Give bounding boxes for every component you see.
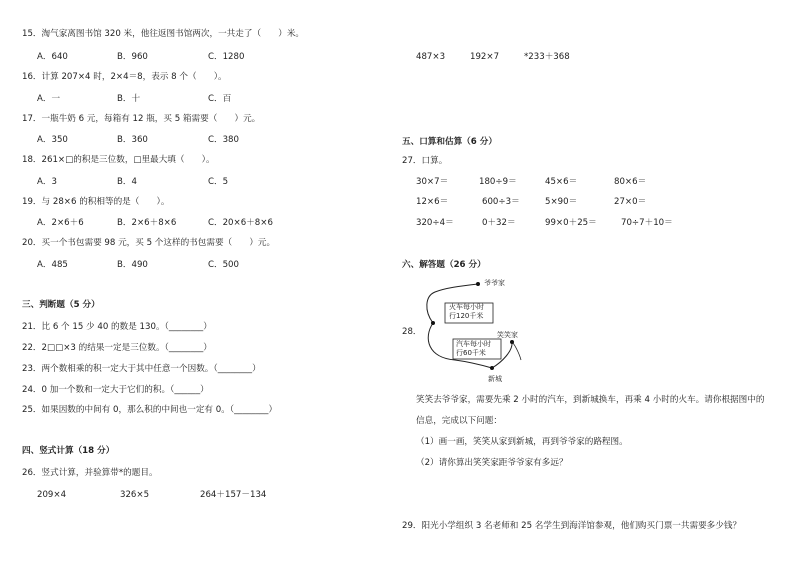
q26-item-3: 264＋157－134 [200, 490, 267, 500]
section-4-heading: 四、竖式计算（18 分） [22, 446, 115, 456]
q28-sub-2: （2）请你算出笑笑家距爷爷家有多远？ [416, 458, 568, 468]
q20-option-a: A．485 [37, 260, 68, 270]
question-27: 27．口算。 [402, 156, 448, 166]
q26-item-5: 192×7 [470, 52, 500, 62]
q18-option-c: C．5 [208, 177, 229, 187]
oral-r1-c4: 80×6＝ [614, 177, 647, 187]
oral-r3-c4: 70÷7＋10＝ [621, 218, 673, 228]
q26-item-2: 326×5 [120, 490, 150, 500]
q15-option-a: A．640 [37, 52, 68, 62]
question-23: 23．两个数相乘的积一定大于其中任意一个因数。（________） [22, 364, 261, 374]
question-25: 25．如果因数的中间有 0，那么积的中间也一定有 0。（________） [22, 405, 278, 415]
oral-r3-c3: 99×0＋25＝ [545, 218, 597, 228]
xiaoxiao-house-label: 笑笑家 [497, 331, 518, 339]
q19-option-b: B．2×6＋8×6 [117, 218, 177, 228]
q28-text-line1: 笑笑去爷爷家，需要先乘 2 小时的汽车，到新城换车，再乘 4 小时的火车。请你根据图中的 [416, 395, 765, 405]
section-5-heading: 五、口算和估算（6 分） [402, 137, 497, 147]
q20-option-b: B．490 [117, 260, 148, 270]
route-diagram [420, 276, 550, 376]
oral-r2-c2: 600÷3＝ [482, 197, 520, 207]
oral-r3-c2: 0＋32＝ [482, 218, 516, 228]
question-18: 18．261×□的积是三位数，□里最大填（ ）。 [22, 155, 215, 165]
question-28-number: 28． [402, 327, 422, 337]
q18-option-b: B．4 [117, 177, 137, 187]
question-19: 19．与 28×6 的积相等的是（ ）。 [22, 197, 170, 207]
question-21: 21．比 6 个 15 少 40 的数是 130。（________） [22, 322, 212, 332]
q18-option-a: A．3 [37, 177, 57, 187]
q16-option-c: C．百 [208, 94, 232, 104]
car-speed-line1: 汽车每小时 [456, 340, 491, 348]
question-15: 15．淘气家离图书馆 320 米，他往返图书馆两次，一共走了（ ）米。 [22, 29, 305, 39]
q28-text-line2: 信息，完成以下问题： [416, 416, 502, 426]
oral-r2-c3: 5×90＝ [545, 197, 578, 207]
question-29: 29．阳光小学组织 3 名老师和 25 名学生到海洋馆参观，他们购买门票一共需要多少钱？ [402, 521, 742, 531]
oral-r3-c1: 320÷4＝ [416, 218, 454, 228]
question-16: 16．计算 207×4 时，2×4＝8，表示 8 个（ ）。 [22, 72, 227, 82]
question-22: 22．2□□×3 的结果一定是三位数。（________） [22, 343, 212, 353]
q26-item-1: 209×4 [37, 490, 67, 500]
grandpa-house-label: 爷爷家 [484, 279, 505, 287]
oral-r1-c1: 30×7＝ [416, 177, 449, 187]
q20-option-c: C．500 [208, 260, 239, 270]
question-20: 20．买一个书包需要 98 元，买 5 个这样的书包需要（ ）元。 [22, 238, 276, 248]
q17-option-c: C．380 [208, 135, 239, 145]
q17-option-a: A．350 [37, 135, 68, 145]
q19-option-a: A．2×6＋6 [37, 218, 84, 228]
q15-option-b: B．960 [117, 52, 148, 62]
question-24: 24．0 加一个数和一定大于它们的积。（______） [22, 385, 209, 395]
q15-option-c: C．1280 [208, 52, 245, 62]
q19-option-c: C．20×6＋8×6 [208, 218, 273, 228]
train-speed-line2: 行120千米 [449, 312, 484, 320]
section-6-heading: 六、解答题（26 分） [402, 260, 486, 270]
q16-option-a: A．一 [37, 94, 61, 104]
train-speed-line1: 火车每小时 [449, 303, 484, 311]
q17-option-b: B．360 [117, 135, 148, 145]
oral-r2-c1: 12×6＝ [416, 197, 449, 207]
oral-r2-c4: 27×0＝ [614, 197, 647, 207]
section-3-heading: 三、判断题（5 分） [22, 300, 100, 310]
q26-item-4: 487×3 [416, 52, 446, 62]
question-26: 26．竖式计算，并验算带*的题目。 [22, 468, 158, 478]
xincheng-label: 新城 [488, 375, 502, 383]
car-speed-line2: 行60千米 [456, 349, 486, 357]
q26-item-6: *233＋368 [524, 52, 570, 62]
q28-sub-1: （1）画一画，笑笑从家到新城，再到爷爷家的路程图。 [416, 437, 628, 447]
oral-r1-c2: 180÷9＝ [479, 177, 517, 187]
oral-r1-c3: 45×6＝ [545, 177, 578, 187]
question-17: 17．一瓶牛奶 6 元，每箱有 12 瓶，买 5 箱需要（ ）元。 [22, 114, 261, 124]
q16-option-b: B．十 [117, 94, 141, 104]
